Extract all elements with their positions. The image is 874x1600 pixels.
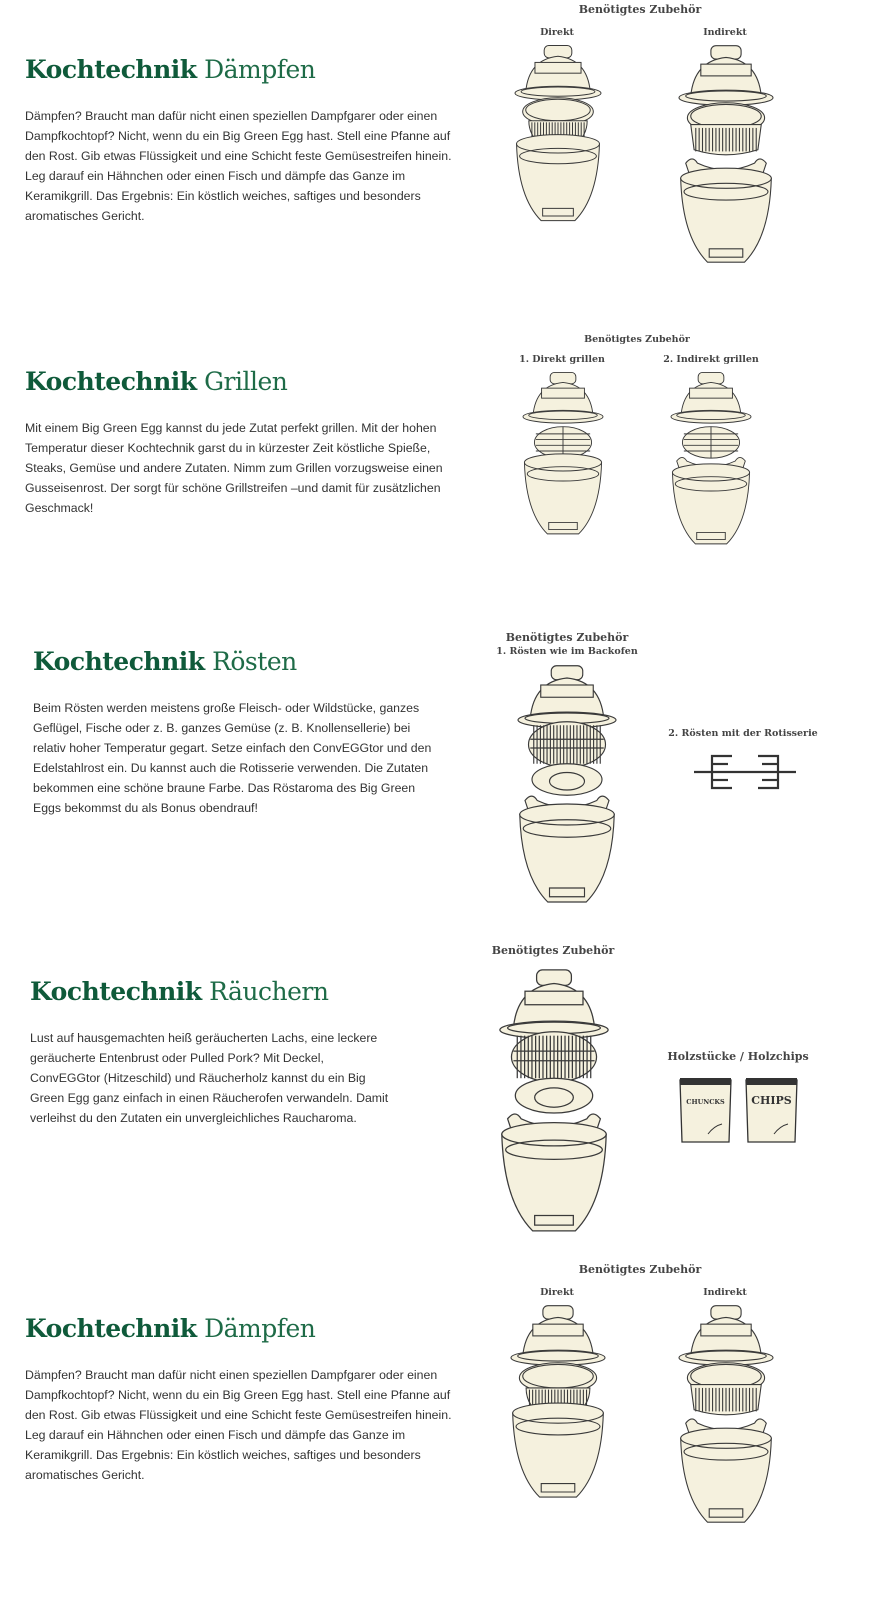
egg-smoke-illustration [496,968,612,1243]
section-title-daempfen-2 [25,1314,315,1343]
egg-drawing [679,1306,773,1523]
egg-direct-illustration [502,1304,614,1539]
wood-chunks-bag [678,1076,733,1144]
egg-roast-illustration [512,664,622,909]
title-bold: Kochtechnik [25,367,197,396]
section-text: Lust auf hausgemachten heiß geräucherten Lachs, eine leckere geräucherte Entenbrust oder Pulled Pork? Mit Deckel, ConvEGGtor (Hitzeschild) und Räucherholz kannst du ein Big Green Egg ganz einfach in einen Räucherofen verwandeln. Damit verleihst du den Zutaten ein unvergleichliches Raucharoma. [30,1031,389,1125]
egg-indirect-grill-illustration [660,371,762,571]
label-indirekt: Indirekt [703,27,747,38]
egg-drawing [518,666,616,902]
accessories-heading: Benötigtes Zubehör [578,1263,702,1276]
label-roesten-backofen: 1. Rösten wie im Backofen [496,646,638,657]
accessories-heading: Benötigtes Zubehör [584,334,690,345]
egg-drawing [671,372,751,543]
bag-icon [678,1076,733,1144]
section-title-raeuchern [30,977,328,1006]
title-bold: Kochtechnik [25,1314,197,1343]
label-direkt: Direkt [540,1287,574,1298]
egg-drawing [515,46,601,221]
title-light: Dämpfen [204,1314,316,1343]
label-roesten-rotisserie: 2. Rösten mit der Rotisserie [668,728,818,739]
title-light: Rösten [212,647,297,676]
section-text: Mit einem Big Green Egg kannst du jede Zutat perfekt grillen. Mit der hohen Temperatur dieser Kochtechnik garst du in kürzester Zeit köstliche Spieße, Steaks, Gemüse und andere Zutaten. Nimm zum Grillen vorzugsweise einen Gusseisenrost. Der sorgt für schöne Grillstreifen –und damit für zusätzlichen Geschmack! [25,421,443,515]
egg-drawing [500,970,608,1231]
title-light: Räuchern [209,977,329,1006]
bag-label: CHUNCKS [686,1098,725,1106]
section-title-grillen [25,367,287,396]
title-bold: Kochtechnik [25,55,197,84]
label-indirekt-grillen: 2. Indirekt grillen [663,354,759,365]
rotisserie-icon [694,752,796,792]
bag-icon [744,1076,799,1144]
title-bold: Kochtechnik [33,647,205,676]
label-direkt-grillen: 1. Direkt grillen [519,354,605,365]
bag-label: CHIPS [751,1094,792,1107]
section-text: Dämpfen? Braucht man dafür nicht einen speziellen Dampfgarer oder einen Dampfkochtopf? Nicht, wenn du ein Big Green Egg hast. Stell eine Pfanne auf den Rost. Gib etwas Flüssigkeit und eine Schicht feste Gemüsestreifen hinein. Leg darauf ein Hähnchen oder einen Fisch und dämpfe das Ganze im Keramikgrill. Das Ergebnis: Ein köstlich weiches, saftiges und besonders aromatisches Gericht. [25,1368,452,1482]
title-bold: Kochtechnik [30,977,202,1006]
egg-drawing [679,46,773,263]
egg-drawing [523,372,603,533]
egg-indirect-illustration [670,1304,782,1539]
accessories-heading: Benötigtes Zubehör [491,944,615,957]
egg-indirect-illustration [670,44,782,279]
egg-direct-grill-illustration [512,371,614,571]
label-direkt: Direkt [540,27,574,38]
accessories-heading: Benötigtes Zubehör [578,3,702,16]
accessories-heading: Benötigtes Zubehör [505,631,629,644]
label-indirekt: Indirekt [703,1287,747,1298]
section-title-daempfen [25,55,315,84]
wood-chips-bag [744,1076,799,1144]
section-text: Beim Rösten werden meistens große Fleisch- oder Wildstücke, ganzes Geflügel, Fische oder z. B. ganzes Gemüse (z. B. Knollensellerie) bei relativ hoher Temperatur gegart. Setze einfach den ConvEGGtor und den Edelstahlrost ein. Du kannst auch die Rotisserie verwenden. Die Zutaten bekommen eine schöne braune Farbe. Das Röstaroma des Big Green Eggs bekommst du als Bonus obendrauf! [33,701,432,815]
title-light: Dämpfen [204,55,316,84]
section-title-roesten [33,647,297,676]
title-light: Grillen [204,367,288,396]
egg-drawing [511,1306,605,1497]
section-text: Dämpfen? Braucht man dafür nicht einen speziellen Dampfgarer oder einen Dampfkochtopf? Nicht, wenn du ein Big Green Egg hast. Stell eine Pfanne auf den Rost. Gib etwas Flüssigkeit und eine Schicht feste Gemüsestreifen hinein. Leg darauf ein Hähnchen oder einen Fisch und dämpfe das Ganze im Keramikgrill. Das Ergebnis: Ein köstlich weiches, saftiges und besonders aromatisches Gericht. [25,109,452,223]
egg-direct-illustration [502,44,614,259]
label-holz: Holzstücke / Holzchips [667,1050,809,1063]
